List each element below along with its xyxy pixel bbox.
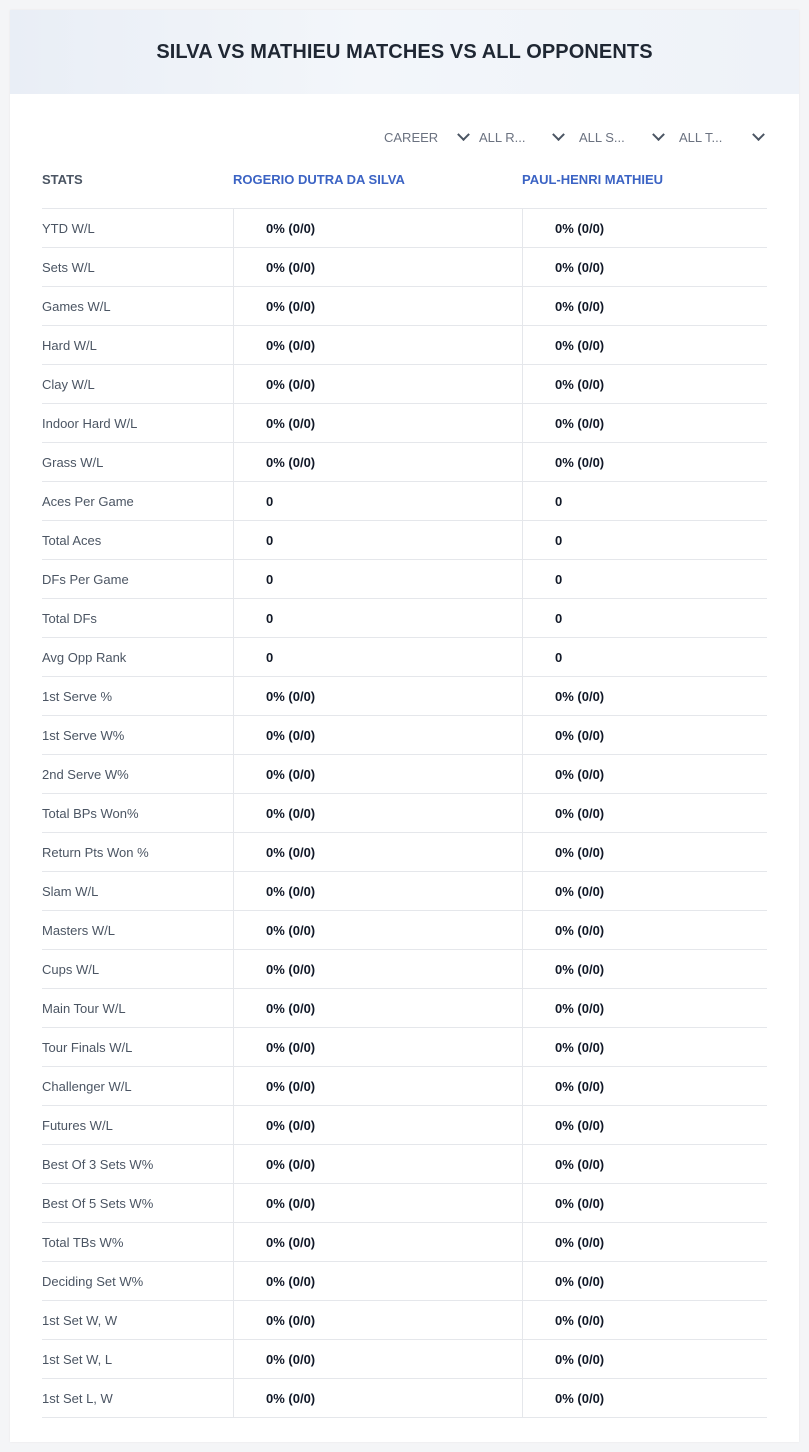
player1-value: 0% (0/0)	[233, 209, 522, 247]
player2-value: 0% (0/0)	[522, 755, 767, 793]
table-row	[42, 1262, 767, 1301]
stat-label: Total BPs Won%	[42, 805, 139, 821]
stat-label: Best Of 5 Sets W%	[42, 1195, 154, 1211]
stat-label: Return Pts Won %	[42, 844, 149, 860]
player2-value: 0% (0/0)	[522, 1340, 767, 1378]
table-row	[42, 833, 767, 872]
table-row	[42, 1379, 767, 1418]
player2-value: 0% (0/0)	[522, 1379, 767, 1417]
player1-value: 0% (0/0)	[233, 950, 522, 988]
player1-value: 0% (0/0)	[233, 1262, 522, 1300]
stat-label: Best Of 3 Sets W%	[42, 1156, 154, 1172]
page-title: SILVA VS MATHIEU MATCHES VS ALL OPPONENTS	[156, 40, 653, 63]
table-row	[42, 1184, 767, 1223]
player1-value: 0% (0/0)	[233, 989, 522, 1027]
filter-label: ALL S...	[579, 129, 625, 145]
stats-card	[10, 10, 799, 1442]
player2-value: 0% (0/0)	[522, 1145, 767, 1183]
filter-label: ALL T...	[679, 129, 723, 145]
player2-value: 0% (0/0)	[522, 872, 767, 910]
player2-value: 0% (0/0)	[522, 1223, 767, 1261]
player1-value: 0% (0/0)	[233, 794, 522, 832]
table-row	[42, 911, 767, 950]
stat-label: 1st Set L, W	[42, 1390, 113, 1406]
player1-value: 0% (0/0)	[233, 404, 522, 442]
player1-value: 0% (0/0)	[233, 677, 522, 715]
stat-label: Tour Finals W/L	[42, 1039, 133, 1055]
table-row	[42, 521, 767, 560]
player1-value: 0% (0/0)	[233, 1028, 522, 1066]
player1-value: 0% (0/0)	[233, 1106, 522, 1144]
table-body	[42, 209, 767, 1418]
player1-value: 0% (0/0)	[233, 833, 522, 871]
table-row	[42, 209, 767, 248]
filter-tournament-select[interactable]	[679, 126, 765, 148]
stat-label: Avg Opp Rank	[42, 649, 127, 665]
table-row	[42, 443, 767, 482]
player2-value: 0% (0/0)	[522, 1028, 767, 1066]
stat-label: DFs Per Game	[42, 571, 129, 587]
stat-label: Cups W/L	[42, 961, 100, 977]
stat-label: Masters W/L	[42, 922, 115, 938]
table-row	[42, 326, 767, 365]
stat-label: Deciding Set W%	[42, 1273, 144, 1289]
table-row	[42, 1028, 767, 1067]
column-header-player1-link[interactable]: ROGERIO DUTRA DA SILVA	[233, 172, 405, 187]
player2-value: 0% (0/0)	[522, 677, 767, 715]
stat-label: Slam W/L	[42, 883, 99, 899]
stat-label: Sets W/L	[42, 259, 95, 275]
player2-value: 0% (0/0)	[522, 248, 767, 286]
stat-label: Aces Per Game	[42, 493, 134, 509]
table-row	[42, 365, 767, 404]
table-row	[42, 872, 767, 911]
stat-label: 1st Set W, L	[42, 1351, 113, 1367]
stat-label: Total DFs	[42, 610, 97, 626]
player1-value: 0% (0/0)	[233, 365, 522, 403]
player1-value: 0% (0/0)	[233, 1340, 522, 1378]
card-header	[10, 10, 799, 94]
stat-label: 1st Set W, W	[42, 1312, 118, 1328]
table-row	[42, 1223, 767, 1262]
player2-value: 0% (0/0)	[522, 209, 767, 247]
table-row	[42, 1301, 767, 1340]
stat-label: 1st Serve W%	[42, 727, 125, 743]
player2-value: 0% (0/0)	[522, 365, 767, 403]
player1-value: 0	[233, 560, 522, 598]
chevron-down-icon	[457, 128, 470, 141]
table-row	[42, 989, 767, 1028]
table-row	[42, 248, 767, 287]
column-header-stats: STATS	[42, 172, 83, 187]
player1-value: 0% (0/0)	[233, 872, 522, 910]
filter-label: ALL R...	[479, 129, 526, 145]
table-row	[42, 794, 767, 833]
table-row	[42, 1340, 767, 1379]
player2-value: 0% (0/0)	[522, 1067, 767, 1105]
table-header	[42, 170, 767, 209]
player2-value: 0% (0/0)	[522, 989, 767, 1027]
player2-value: 0% (0/0)	[522, 1262, 767, 1300]
player1-value: 0	[233, 638, 522, 676]
table-row	[42, 716, 767, 755]
table-row	[42, 482, 767, 521]
player2-value: 0% (0/0)	[522, 911, 767, 949]
player2-value: 0% (0/0)	[522, 1184, 767, 1222]
player1-value: 0% (0/0)	[233, 443, 522, 481]
player1-value: 0% (0/0)	[233, 1145, 522, 1183]
player2-value: 0	[522, 482, 767, 520]
player2-value: 0% (0/0)	[522, 794, 767, 832]
stat-label: Indoor Hard W/L	[42, 415, 138, 431]
table-row	[42, 1067, 767, 1106]
player2-value: 0% (0/0)	[522, 326, 767, 364]
player1-value: 0% (0/0)	[233, 1301, 522, 1339]
player2-value: 0	[522, 521, 767, 559]
player1-value: 0	[233, 482, 522, 520]
player2-value: 0% (0/0)	[522, 833, 767, 871]
table-row	[42, 560, 767, 599]
stat-label: Challenger W/L	[42, 1078, 132, 1094]
table-row	[42, 950, 767, 989]
player2-value: 0	[522, 599, 767, 637]
player1-value: 0% (0/0)	[233, 1184, 522, 1222]
stat-label: 1st Serve %	[42, 688, 113, 704]
player2-value: 0	[522, 560, 767, 598]
player2-value: 0% (0/0)	[522, 950, 767, 988]
player2-value: 0	[522, 638, 767, 676]
table-row	[42, 599, 767, 638]
table-row	[42, 287, 767, 326]
chevron-down-icon	[552, 128, 565, 141]
filter-rounds-select[interactable]	[479, 126, 565, 148]
stat-label: Hard W/L	[42, 337, 97, 353]
player1-value: 0% (0/0)	[233, 716, 522, 754]
player1-value: 0% (0/0)	[233, 1379, 522, 1417]
column-header-player2-link[interactable]: PAUL-HENRI MATHIEU	[522, 172, 664, 187]
player1-value: 0% (0/0)	[233, 326, 522, 364]
player2-value: 0% (0/0)	[522, 1106, 767, 1144]
player1-value: 0% (0/0)	[233, 1223, 522, 1261]
player1-value: 0	[233, 599, 522, 637]
chevron-down-icon	[652, 128, 665, 141]
stat-label: Total Aces	[42, 532, 102, 548]
player1-value: 0	[233, 521, 522, 559]
player1-value: 0% (0/0)	[233, 287, 522, 325]
stat-label: Grass W/L	[42, 454, 104, 470]
filter-career-select[interactable]	[384, 126, 470, 148]
stat-label: Total TBs W%	[42, 1234, 124, 1250]
stat-label: Futures W/L	[42, 1117, 113, 1133]
player2-value: 0% (0/0)	[522, 287, 767, 325]
player2-value: 0% (0/0)	[522, 404, 767, 442]
filter-bar	[10, 126, 799, 148]
player2-value: 0% (0/0)	[522, 1301, 767, 1339]
stat-label: Clay W/L	[42, 376, 95, 392]
table-row	[42, 677, 767, 716]
stat-label: Main Tour W/L	[42, 1000, 126, 1016]
player1-value: 0% (0/0)	[233, 248, 522, 286]
table-row	[42, 638, 767, 677]
stats-table	[42, 170, 767, 1418]
table-row	[42, 404, 767, 443]
player2-value: 0% (0/0)	[522, 443, 767, 481]
filter-label: CAREER	[384, 129, 439, 145]
table-row	[42, 755, 767, 794]
filter-surface-select[interactable]	[579, 126, 665, 148]
table-row	[42, 1145, 767, 1184]
player1-value: 0% (0/0)	[233, 1067, 522, 1105]
chevron-down-icon	[752, 128, 765, 141]
player1-value: 0% (0/0)	[233, 911, 522, 949]
stat-label: YTD W/L	[42, 220, 95, 236]
stat-label: Games W/L	[42, 298, 111, 314]
player2-value: 0% (0/0)	[522, 716, 767, 754]
player1-value: 0% (0/0)	[233, 755, 522, 793]
table-row	[42, 1106, 767, 1145]
stat-label: 2nd Serve W%	[42, 766, 129, 782]
